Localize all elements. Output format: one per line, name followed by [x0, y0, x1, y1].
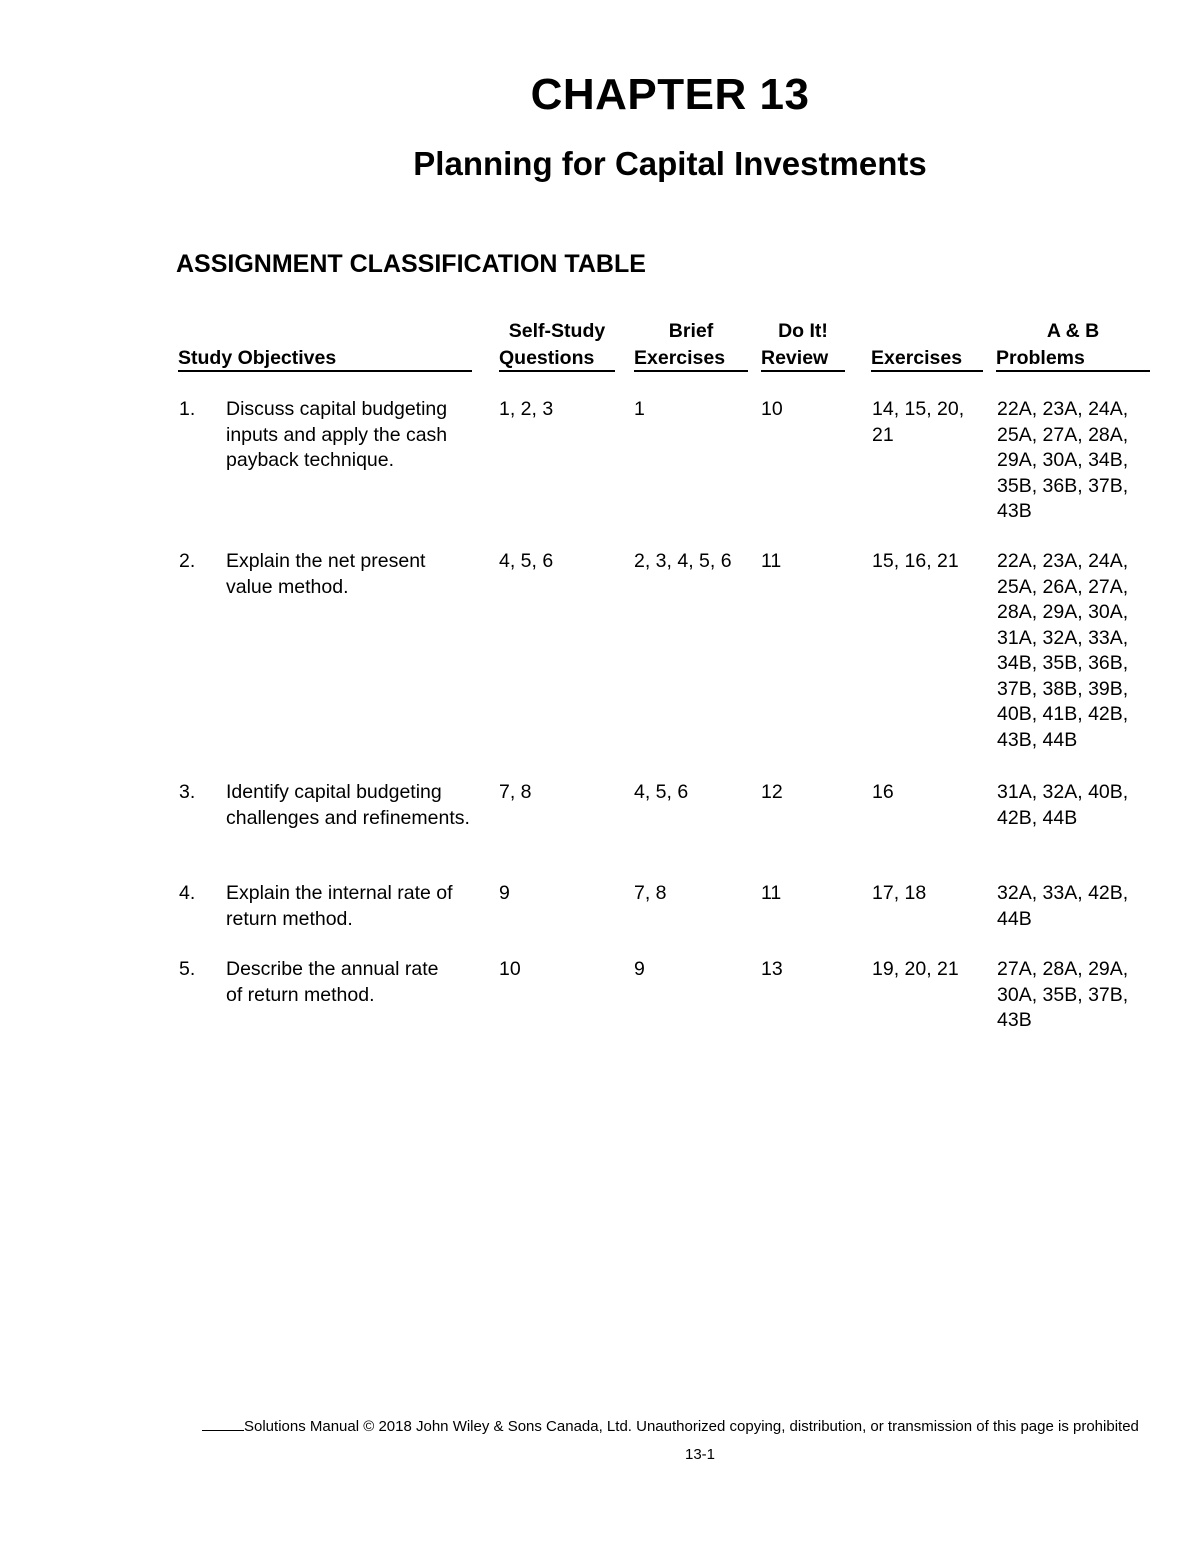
doit-review-cell: 11 [761, 882, 782, 904]
objective-number: 2. [179, 550, 196, 572]
brief-exercises-cell: 7, 8 [634, 882, 667, 904]
problems-cell: 32A, 33A, 42B, 44B [997, 882, 1129, 930]
objective-text: Describe the annual rate of return method. [226, 958, 439, 1006]
chapter-subtitle: Planning for Capital Investments [413, 145, 927, 182]
problems-cell: 22A, 23A, 24A, 25A, 26A, 27A, 28A, 29A, 30A, 31A, 32A, 33A, 34B, 35B, 36B, 37B, 38B, 39B, 40B, 41B, 42B, 43B, 44B [997, 550, 1129, 751]
objective-text: Explain the internal rate of return method. [226, 882, 453, 930]
exercises-cell: 14, 15, 20, 21 [872, 398, 965, 446]
header-study-objectives: Study Objectives [178, 318, 472, 372]
exercises-cell: 17, 18 [872, 882, 927, 904]
doit-review-cell: 13 [761, 958, 783, 980]
objective-number: 4. [179, 882, 196, 904]
objective-number: 1. [179, 398, 196, 420]
header-exercises: Exercises [871, 318, 983, 372]
header-doit-review: Do It! Review [761, 318, 845, 372]
problems-cell: 31A, 32A, 40B, 42B, 44B [997, 781, 1129, 829]
objective-text: Identify capital budgeting challenges and refinements. [226, 781, 470, 829]
self-study-cell: 9 [499, 882, 510, 904]
brief-exercises-cell: 9 [634, 958, 645, 980]
objective-number: 3. [179, 781, 196, 803]
exercises-cell: 19, 20, 21 [872, 958, 959, 980]
footer-rule [202, 1430, 244, 1431]
footer-copyright: Solutions Manual © 2018 John Wiley & Sons Canada, Ltd. Unauthorized copying, distribution, or transmission of this page is prohibited [202, 1418, 1139, 1435]
header-self-study: Self-Study Questions [499, 318, 615, 372]
chapter-heading: CHAPTER 13 [530, 70, 810, 119]
objective-text: Discuss capital budgeting inputs and apply the cash payback technique. [226, 398, 448, 471]
page-number: 13-1 [684, 1446, 716, 1463]
self-study-cell: 10 [499, 958, 521, 980]
doit-review-cell: 10 [761, 398, 783, 420]
problems-cell: 22A, 23A, 24A, 25A, 27A, 28A, 29A, 30A, 34B, 35B, 36B, 37B, 43B [997, 398, 1129, 522]
problems-cell: 27A, 28A, 29A, 30A, 35B, 37B, 43B [997, 958, 1129, 1031]
header-problems: A & B Problems [996, 318, 1150, 372]
doit-review-cell: 11 [761, 550, 782, 572]
section-title: ASSIGNMENT CLASSIFICATION TABLE [176, 250, 646, 278]
exercises-cell: 15, 16, 21 [872, 550, 959, 572]
objective-text: Explain the net present value method. [226, 550, 426, 598]
doit-review-cell: 12 [761, 781, 783, 803]
self-study-cell: 7, 8 [499, 781, 532, 803]
brief-exercises-cell: 1 [634, 398, 645, 420]
self-study-cell: 4, 5, 6 [499, 550, 554, 572]
brief-exercises-cell: 2, 3, 4, 5, 6 [634, 550, 732, 572]
header-brief-exercises: Brief Exercises [634, 318, 748, 372]
self-study-cell: 1, 2, 3 [499, 398, 554, 420]
exercises-cell: 16 [872, 781, 894, 803]
brief-exercises-cell: 4, 5, 6 [634, 781, 689, 803]
objective-number: 5. [179, 958, 196, 980]
